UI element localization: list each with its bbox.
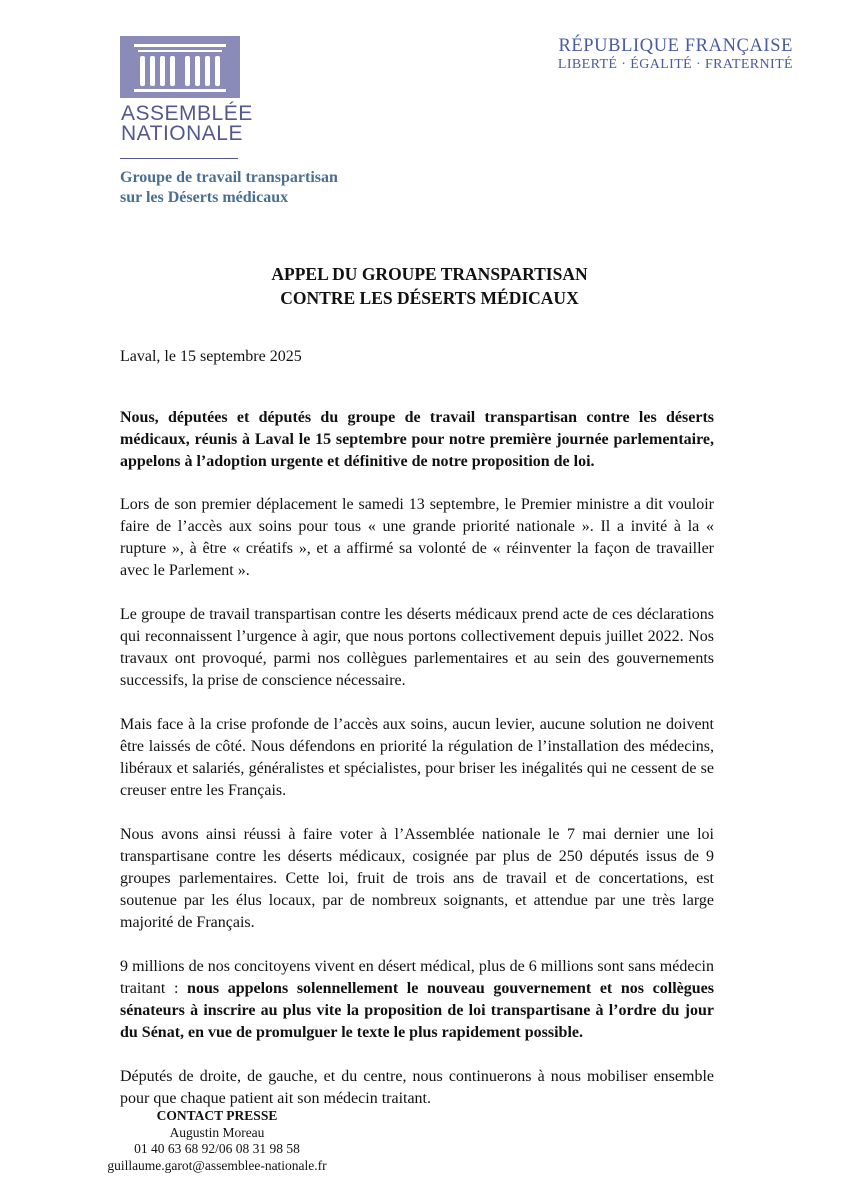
press-contact-email[interactable]: guillaume.garot@assemblee-nationale.fr [107,1157,327,1173]
press-contact-phones: 01 40 63 68 92/06 08 31 98 58 [134,1141,300,1156]
document-title-line-1: APPEL DU GROUPE TRANSPARTISAN [271,264,588,284]
working-group-line-2: sur les Déserts médicaux [120,189,289,206]
closing-paragraph: Députés de droite, de gauche, et du centre, nous continuerons à nous mobiliser ensemble pour que chaque patient ait son médecin traitant. [120,1068,714,1107]
call-emphasis: nous appelons solennellement le nouveau gouvernement et nos collègues sénateurs à inscrire au plus vite la proposition de loi transpartisane à l’ordre du jour du Sénat, en vue de promulguer le texte le plus rapidement possible. [120,980,714,1041]
paragraph-1: Lors de son premier déplacement le samedi 13 septembre, le Premier ministre a dit vouloir faire de l’accès aux soins pour tous « une grande priorité nationale ». Il a invité à la « rupture », à être « créatifs », et a affirmé sa volonté de « réinventer la façon de travailler avec le Parlement ». [120,496,714,579]
republic-motto: LIBERTÉ · ÉGALITÉ · FRATERNITÉ [557,57,793,72]
working-group-line-1: Groupe de travail transpartisan [120,169,338,186]
hemicycle-emblem-icon [120,36,240,98]
press-contact [100,1108,334,1174]
call-intro: 9 millions de nos concitoyens vivent en désert médical, plus de 6 millions sont sans médecin traitant : [120,958,714,997]
paragraph-3: Mais face à la crise profonde de l’accès aux soins, aucun levier, aucune solution ne doivent être laissés de côté. Nous défendons en priorité la régulation de l’installation des médecins, libéraux et salariés, généralistes et spécialistes, pour briser les inégalités qui ne cessent de se creuser entre les Français. [120,716,714,799]
logo-wordmark [118,102,253,145]
logo-line-1: ASSEMBLÉE [121,102,253,125]
paragraph-2: Le groupe de travail transpartisan contre les déserts médicaux prend acte de ces déclarations qui reconnaissent l’urgence à agir, que nous portons collectivement depuis juillet 2022. Nos travaux ont provoqué, parmi nos collègues parlementaires et au sein des gouvernements successifs, la prise de conscience nécessaire. [120,606,714,689]
dateline: Laval, le 15 septembre 2025 [120,348,302,365]
assemblee-nationale-logo [118,36,253,159]
lead-paragraph: Nous, députées et députés du groupe de travail transpartisan contre les déserts médicaux, réunis à Laval le 15 septembre pour notre première journée parlementaire, appelons à l’adoption urgente et définitive de notre proposition de loi. [120,409,714,470]
logo-divider [120,158,238,159]
republic-name: RÉPUBLIQUE FRANÇAISE [558,36,793,56]
republic-header [558,36,793,74]
paragraph-4: Nous avons ainsi réussi à faire voter à l’Assemblée nationale le 7 mai dernier une loi transpartisane contre les déserts médicaux, cosignée par plus de 250 députés issus de 9 groupes parlementaires. Cette loi, fruit de trois ans de travail et de concertations, est soutenue par les élus locaux, par de nombreux soignants, et attendue par une très large majorité de Français. [120,826,714,931]
press-contact-name: Augustin Moreau [169,1124,265,1140]
call-paragraph [120,956,714,1044]
document-title-line-2: CONTRE LES DÉSERTS MÉDICAUX [280,288,579,308]
logo-line-2: NATIONALE [121,122,243,145]
working-group-name [120,168,338,208]
press-contact-title: CONTACT PRESSE [156,1108,278,1123]
document-title [0,262,859,310]
document-body [120,346,714,1132]
